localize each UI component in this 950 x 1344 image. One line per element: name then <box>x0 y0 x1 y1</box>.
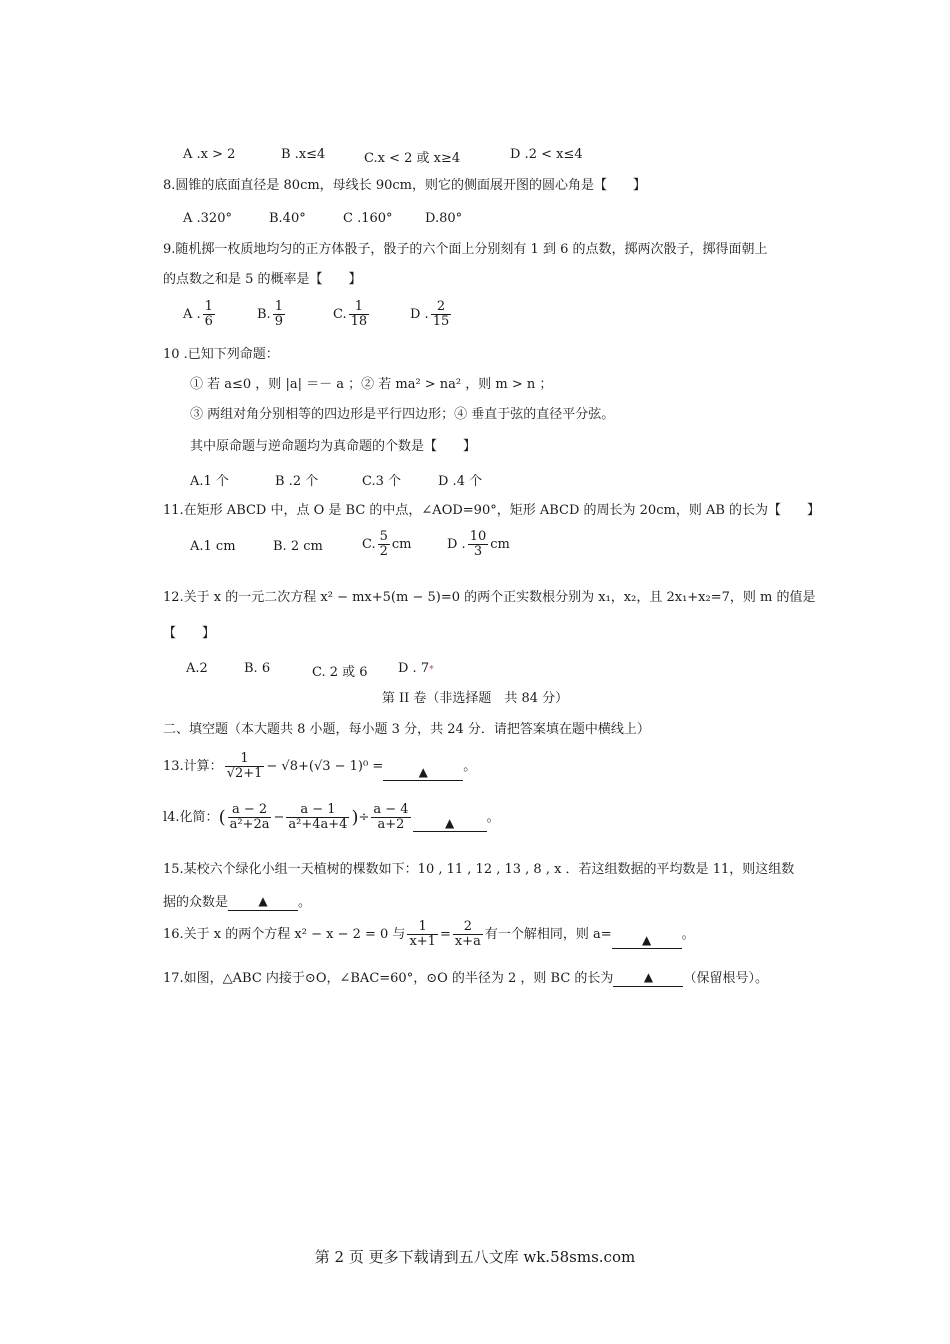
q8-option-d: D.80° <box>425 211 463 226</box>
q10-option-b: B .2 个 <box>275 474 319 489</box>
q8-option-a: A .320° <box>183 211 232 226</box>
answer-marker-icon: ▲ <box>444 816 455 830</box>
q12-text: 12.关于 x 的一元二次方程 x² − mx+5(m − 5)=0 的两个正实数根分别为 x₁，x₂，且 2x₁+x₂=7，则 m 的值是 <box>163 590 816 605</box>
q13-line: 13.计算： $\frac{1}{√2+1}$ − √8+(√3 − 1)⁰ = ▲ 。 <box>163 751 477 781</box>
section-heading: 二、填空题（本大题共 8 小题，每小题 3 分，共 24 分．请把答案填在题中横线上） <box>163 722 650 737</box>
q9-option-a: A . $\frac{1}{6}$ <box>183 299 213 329</box>
q9-option-d: D . $\frac{2}{15}$ <box>410 299 450 329</box>
section-title: 第 II 卷（非选择题 共 84 分） <box>381 691 569 706</box>
q10-intro: 10 .已知下列命题： <box>163 347 279 362</box>
q10-statement-3-4: ③ 两组对角分别相等的四边形是平行四边形；④ 垂直于弦的直径平分弦。 <box>190 407 615 422</box>
q10-option-c: C.3 个 <box>362 474 402 489</box>
q12-option-c: C. 2 或 6 <box>312 665 368 680</box>
q9-option-c: C. $\frac{1}{18}$ <box>333 299 368 329</box>
q7-option-c: C.x < 2 或 x≥4 <box>364 151 461 166</box>
answer-marker-icon: ▲ <box>641 933 652 947</box>
answer-marker-icon: ▲ <box>643 970 654 984</box>
q11-option-c: C. $\frac{5}{2}$ cm <box>362 529 412 559</box>
q7-option-b: B .x≤4 <box>281 147 326 162</box>
red-mark: * <box>429 665 434 675</box>
answer-marker-icon: ▲ <box>418 765 428 779</box>
q11-text: 11.在矩形 ABCD 中，点 O 是 BC 的中点，∠AOD=90°，矩形 ABCD 的周长为 20cm，则 AB 的长为【 】 <box>163 503 821 518</box>
q9-option-b: B. $\frac{1}{9}$ <box>257 299 283 329</box>
q10-option-d: D .4 个 <box>438 474 483 489</box>
q17-line: 17.如图，△ABC 内接于⊙O，∠BAC=60°，⊙O 的半径为 2 ，则 BC 的长为 ▲ （保留根号）。 <box>163 970 768 986</box>
q8-option-b: B.40° <box>269 211 306 226</box>
q15-line2: 据的众数是 ▲ 。 <box>163 894 312 910</box>
q8-option-c: C .160° <box>343 211 393 226</box>
q10-statement-1-2: ① 若 a≤0 ，则 |a| ＝－ a ；② 若 ma² > na² ，则 m > n ； <box>190 377 553 392</box>
q9-line2: 的点数之和是 5 的概率是【 】 <box>163 272 362 287</box>
page-footer: 第 2 页 更多下载请到五八文库 wk.58sms.com <box>314 1248 636 1266</box>
q7-option-a: A .x > 2 <box>183 147 236 162</box>
q11-option-d: D . $\frac{10}{3}$ cm <box>447 529 510 559</box>
q12-bracket: 【 】 <box>163 626 216 641</box>
q15-line1: 15.某校六个绿化小组一天植树的棵数如下：10 , 11 , 12 , 13 , 8 , x ．若这组数据的平均数是 11，则这组数 <box>163 862 795 877</box>
q16-line: 16.关于 x 的两个方程 x² − x − 2 = 0 与 $\frac{1}{x+1}$ = $\frac{2}{x+a}$ 有一个解相同，则 a= ▲ 。 <box>163 919 695 949</box>
q12-option-a: A.2 <box>186 661 208 676</box>
q10-question: 其中原命题与逆命题均为真命题的个数是【 】 <box>190 439 477 454</box>
q7-option-d: D .2 < x≤4 <box>510 147 583 162</box>
q12-option-b: B. 6 <box>244 661 271 676</box>
q10-option-a: A.1 个 <box>190 474 229 489</box>
q9-line1: 9.随机掷一枚质地均匀的正方体骰子，骰子的六个面上分别刻有 1 到 6 的点数，掷两次骰子，掷得面朝上 <box>163 242 768 257</box>
q11-option-b: B. 2 cm <box>273 539 323 554</box>
q11-option-a: A.1 cm <box>190 539 236 554</box>
answer-marker-icon: ▲ <box>258 894 268 908</box>
q14-line: l4.化简：( $\frac{a - 2}{\text{a²+2a}}$ − $\frac{a - 1}{\text{a²+4a+4}}$ )÷ $\frac{a - 4}{a+2}$ ▲ 。 <box>163 802 500 832</box>
q8-text: 8.圆锥的底面直径是 80cm，母线长 90cm，则它的侧面展开图的圆心角是【 】 <box>163 178 646 193</box>
q12-option-d: D . 7* <box>398 661 434 676</box>
